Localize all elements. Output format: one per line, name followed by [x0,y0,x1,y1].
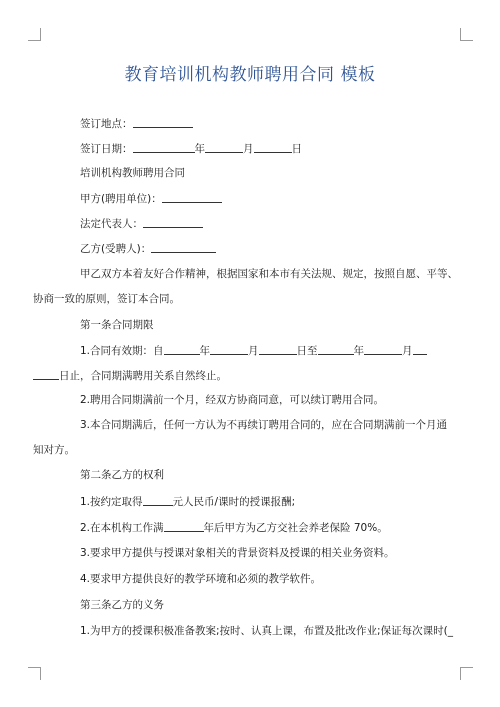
article-1-heading: 第一条合同期限 [80,319,154,331]
day-blank[interactable] [254,141,292,153]
party-a-blank[interactable] [162,191,222,203]
intro-paragraph-line-2: 协商一致的原则，签订本合同。 [33,293,180,305]
term-clause-1-line-1: 1.合同有效期：自 年 月 日至 年 月 [80,343,427,358]
party-b-blank[interactable] [151,241,216,253]
right-1: 1.按约定取得 元人民币/课时的授课报酬; [80,496,296,508]
party-a-line: 甲方(聘用单位)： [80,191,222,206]
article-2-heading: 第二条乙方的权利 [80,469,164,481]
contract-subtitle: 培训机构教师聘用合同 [80,167,185,179]
start-month-blank[interactable] [210,343,248,355]
right-3: 3.要求甲方提供与授课对象相关的背景资料及授课的相关业务资料。 [80,547,395,559]
end-year-blank[interactable] [318,343,354,355]
start-year-blank[interactable] [164,343,200,355]
end-day-blank-b[interactable] [33,368,59,380]
crop-mark-top-left [28,28,41,41]
term-clause-3-line-2: 知对方。 [33,444,75,456]
end-month-blank[interactable] [364,343,402,355]
month-blank[interactable] [205,141,243,153]
end-day-blank-a[interactable] [413,343,427,355]
crop-mark-bottom-right [460,667,473,680]
intro-paragraph-line-1: 甲乙双方本着友好合作精神，根据国家和本市有关法规、规定，按照自愿、平等、 [80,268,458,280]
document-title: 教育培训机构教师聘用合同 模板 [124,65,376,85]
term-clause-1-line-2: 日止，合同期满聘用关系自然终止。 [33,368,227,383]
legal-rep-blank[interactable] [143,216,203,228]
obligation-1: 1.为甲方的授课积极准备教案;按时、认真上课，布置及批改作业;保证每次课时(_ [80,625,453,637]
years-blank[interactable] [164,520,204,532]
term-clause-2: 2.聘用合同期满前一个月，经双方协商同意，可以续订聘用合同。 [80,394,385,406]
signing-place-blank[interactable] [133,116,193,128]
right-2: 2.在本机构工作满 年后甲方为乙方交社会养老保险 70%。 [80,522,388,534]
right-4: 4.要求甲方提供良好的教学环境和必须的教学软件。 [80,573,322,585]
start-day-blank[interactable] [259,343,297,355]
legal-rep-line: 法定代表人： [80,216,203,231]
crop-mark-top-right [460,28,473,41]
signing-place-line: 签订地点： [80,116,193,131]
fee-blank[interactable] [143,494,173,506]
crop-mark-bottom-left [28,667,41,680]
term-clause-3-line-1: 3.本合同期满后，任何一方认为不再续订聘用合同的，应在合同期满前一个月通 [80,419,448,431]
party-b-line: 乙方(受聘人)： [80,241,216,256]
signing-date-line: 签订日期： 年 月 日 [80,143,302,155]
year-blank[interactable] [133,141,195,153]
article-3-heading: 第三条乙方的义务 [80,599,164,611]
